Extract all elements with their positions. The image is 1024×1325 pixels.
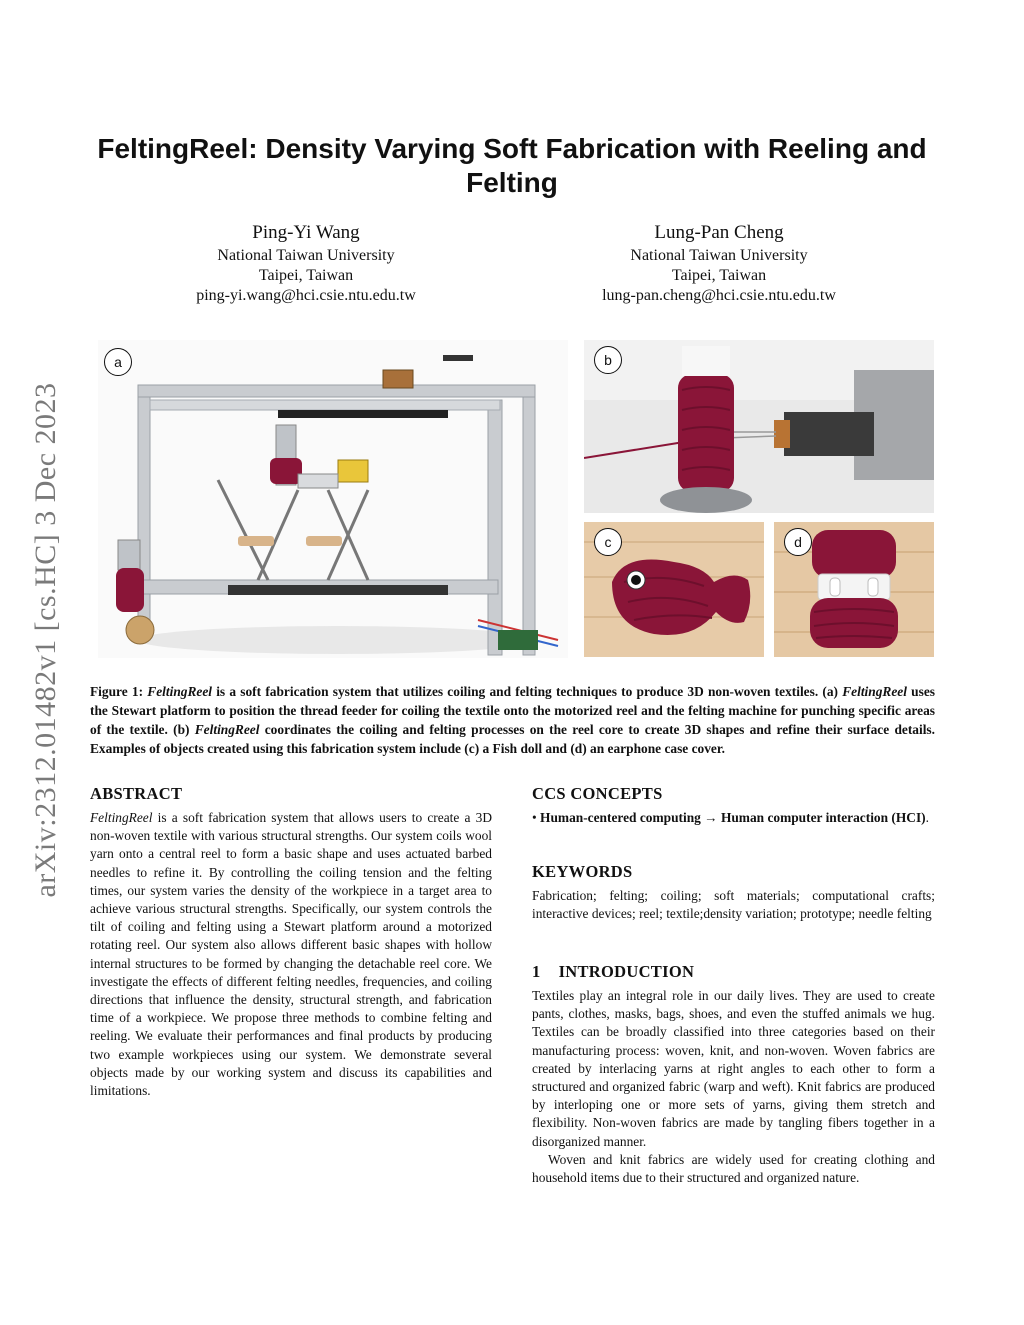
author-name: Lung-Pan Cheng <box>654 222 784 243</box>
keywords-body: Fabrication; felting; coiling; soft materials; computational crafts; interactive devices; reel; textile;density variation; prototype; needle felting <box>532 888 935 922</box>
stewart-platform-machine-image <box>98 340 568 658</box>
figure-panel-d <box>774 522 934 657</box>
caption-prefix: Figure 1: <box>90 684 148 699</box>
caption-part-3: coordinates the coiling and felting processes on the reel core to create 3D shapes and refine their surface details. Examples of objects created using this fabrication system include (c) a Fish doll and (d) an earphone case cover. <box>90 722 935 756</box>
caption-part-1: is a soft fabrication system that utilizes coiling and felting techniques to produce 3D non-woven textiles. (a) <box>212 684 843 699</box>
figure-panel-c <box>584 522 764 657</box>
author-affiliation: National Taiwan University <box>217 247 395 264</box>
arxiv-id: arXiv:2312.01482v1 [cs.HC] 3 Dec 2023 <box>29 382 62 898</box>
panel-label-d: d <box>784 528 812 556</box>
author-email: ping-yi.wang@hci.csie.ntu.edu.tw <box>196 287 416 304</box>
figure-panel-b <box>584 340 934 513</box>
keywords-heading: KEYWORDS <box>532 862 633 881</box>
panel-label-b: b <box>594 346 622 374</box>
ccs-body <box>532 809 935 827</box>
figure-panel-a <box>98 340 568 658</box>
author-name: Ping-Yi Wang <box>252 222 360 243</box>
abstract-lead: FeltingReel <box>90 810 153 825</box>
author-block-1 <box>146 220 466 306</box>
author-block-2 <box>559 220 879 306</box>
introduction-body <box>532 987 935 1187</box>
ccs-heading: CCS CONCEPTS <box>532 784 663 803</box>
caption-system-name: FeltingReel <box>147 684 212 699</box>
author-email: lung-pan.cheng@hci.csie.ntu.edu.tw <box>602 287 836 304</box>
ccs-concept: Human-centered computing → Human computer interaction (HCI) <box>540 810 926 825</box>
section-number: 1 <box>532 962 541 981</box>
caption-system-name: FeltingReel <box>194 722 260 737</box>
abstract-heading: ABSTRACT <box>90 784 183 803</box>
panel-label-c: c <box>594 528 622 556</box>
reel-coiling-closeup-image <box>584 340 934 513</box>
caption-system-name: FeltingReel <box>842 684 907 699</box>
caption-part-2: uses the Stewart platform to position the thread feeder for coiling the textile onto the motorized reel and the felting machine for punching specific areas of the textile. (b) <box>90 684 935 737</box>
author-location: Taipei, Taiwan <box>671 267 767 284</box>
author-location: Taipei, Taiwan <box>258 267 354 284</box>
abstract-text: is a soft fabrication system that allows users to create a 3D non-woven textile with various structural strengths. Our system coils wool yarn onto a central reel to form a basic shape and uses actuated barbed needles to refine it. By controlling the coiling tension and the felting times, our system varies the density of the workpiece in a target area to achieve various structural strengths. Specifically, our system controls the tilt of coiling and felting using a Stewart platform around a motorized rotating reel. Our system also allows different basic shapes with hollow internal structures to be formed by changing the detachable reel core. We investigate the effects of different felting needles, frequencies, and coiling directions that influence the density, structural strength, and fabrication time of a workpiece. We propose three methods to combine felting and reeling. We evaluate their performances and final products by producing two example workpieces using our system. We demonstrate several objects made by our working system and discuss its capabilities and limitations. <box>90 810 492 1099</box>
ccs-end: . <box>925 810 929 825</box>
figure-caption <box>90 682 935 758</box>
intro-paragraph-1: Textiles play an integral role in our daily lives. They are used to create pants, clothes, masks, bags, shoes, and even the stuffed animals we hug. Textiles can be broadly classified into three categories based on their manufacturing process: woven, knit, and non-woven. Woven fabrics are created by interlacing yarns at right angles to each other to form a structured and organized fabric (warp and weft). Knit fabrics are produced by interloping one or more sets of yarns, giving them stretch and flexibility. Non-woven fabrics are made by tangling fibers together in a disorganized manner. <box>532 988 935 1149</box>
section-title: INTRODUCTION <box>558 962 695 981</box>
introduction-heading <box>532 962 935 982</box>
panel-label-a: a <box>104 348 132 376</box>
arxiv-sidebar <box>26 350 66 930</box>
abstract-body <box>90 809 492 1100</box>
intro-paragraph-2: Woven and knit fabrics are widely used for creating clothing and household items due to their structured and organized nature. <box>532 1151 935 1186</box>
ccs-bullet: • <box>532 810 541 825</box>
paper-title: FeltingReel: Density Varying Soft Fabrication with Reeling and Felting <box>97 133 927 198</box>
author-affiliation: National Taiwan University <box>630 247 808 264</box>
